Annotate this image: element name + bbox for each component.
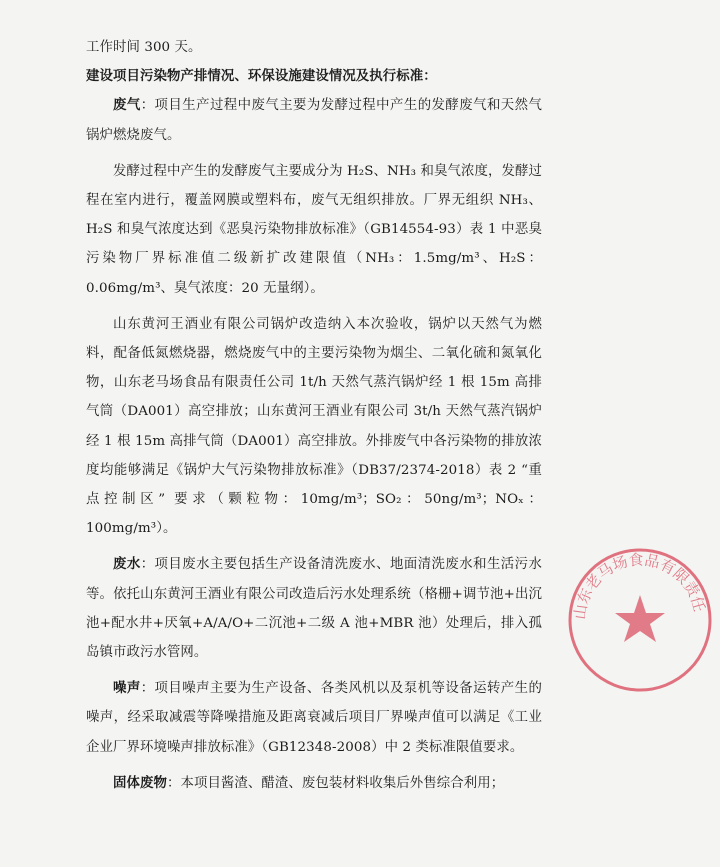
paragraph-noise bbox=[86, 674, 542, 762]
heading-text: 建设项目污染物产排情况、环保设施建设情况及执行标准： bbox=[86, 68, 437, 85]
label-solid-waste: 固体废物 bbox=[113, 774, 167, 791]
paragraph-solid-waste bbox=[86, 769, 542, 798]
label-waste-gas: 废气 bbox=[113, 97, 141, 114]
label-noise: 噪声 bbox=[113, 680, 141, 697]
paragraph-fermentation: 发酵过程中产生的发酵废气主要成分为 H₂S、NH₃ 和臭气浓度，发酵过程在室内进行，覆盖网膜或塑料布，废气无组织排放。厂界无组织 NH₃、H₂S 和臭气浓度达到《恶臭污染物排放标准》（GB14554-93）表 1 中恶臭污染物厂界标准值二级新扩改建限值（NH₃：1.5mg/m³、H₂S：0.06mg/m³、臭气浓度：20 无量纲）。 bbox=[86, 163, 542, 296]
paragraph-waste-gas bbox=[86, 91, 542, 149]
label-waste-water: 废水 bbox=[113, 556, 141, 573]
text-waste-gas: ：项目生产过程中废气主要为发酵过程中产生的发酵废气和天然气锅炉燃烧废气。 bbox=[86, 98, 542, 143]
seal-star-icon bbox=[615, 595, 665, 642]
text-noise: ：项目噪声主要为生产设备、各类风机以及泵机等设备运转产生的噪声，经采取减震等降噪措施及距离衰减后项目厂界噪声值可以满足《工业企业厂界环境噪声排放标准》（GB12348-2008）中 2 类标准限值要求。 bbox=[86, 681, 542, 755]
paragraph-waste-water bbox=[86, 550, 542, 667]
seal-text: 山东老马场食品有限责任公司 bbox=[552, 526, 709, 621]
paragraph-boiler: 山东黄河王酒业有限公司锅炉改造纳入本次验收，锅炉以天然气为燃料，配备低氮燃烧器，燃烧废气中的主要污染物为烟尘、二氧化硫和氮氧化物，山东老马场食品有限责任公司 1t/h 天然气蒸汽锅炉经 1 根 15m 高排气筒（DA001）高空排放；山东黄河王酒业有限公司 3t/h 天然气蒸汽锅炉经 1 根 15m 高排气筒（DA001）高空排放。外排废气中各污染物的排放浓度均能够满足《锅炉大气污染物排放标准》（DB37/2374-2018）表 2 “重点控制区” 要求（颗粒物：10mg/m³；SO₂：50ng/m³；NOₓ：100mg/m³）。 bbox=[86, 316, 542, 537]
company-seal bbox=[552, 526, 720, 700]
line-work-time: 工作时间 300 天。 bbox=[86, 40, 202, 55]
text-solid-waste: ：本项目酱渣、醋渣、废包装材料收集后外售综合利用； bbox=[166, 775, 505, 791]
section-heading bbox=[86, 62, 542, 91]
text-waste-water: ：项目废水主要包括生产设备清洗废水、地面清洗废水和生活污水等。依托山东黄河王酒业有限公司改造后污水处理系统（格栅+调节池+出沉池+配水井+厌氧+A/A/O+二沉池+二级 A 池+MBR 池）处理后，排入孤岛镇市政污水管网。 bbox=[86, 557, 542, 661]
document-body bbox=[86, 33, 542, 798]
